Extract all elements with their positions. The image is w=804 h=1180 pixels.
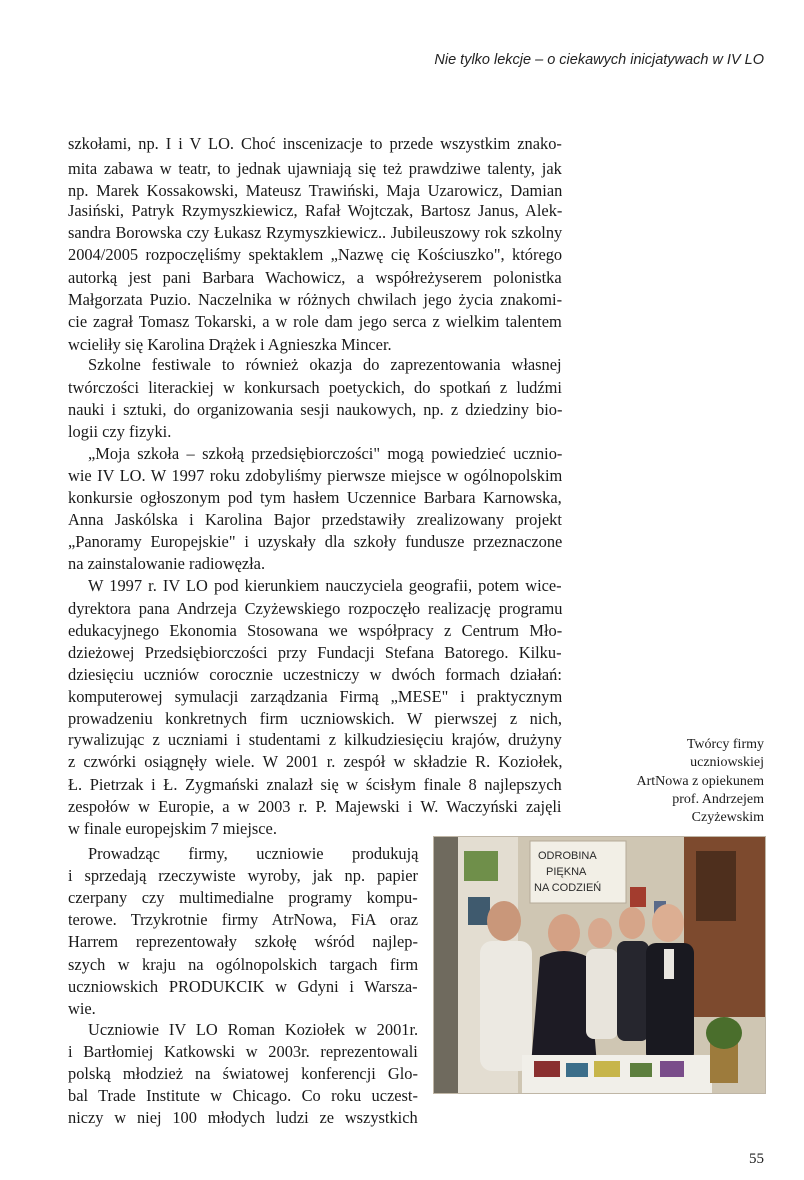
caption-line: Czyżewskim	[691, 810, 764, 826]
text-line: niczy w niej 100 młodych ludzi ze wszystkich	[68, 1108, 418, 1127]
text-line: konkursie ogłoszonym pod tym hasłem Uczennice Barbara Karnowska,	[68, 488, 562, 507]
page-number: 55	[749, 1151, 764, 1167]
text-line: bal Trade Institute w Chicago. Co roku uczest-	[68, 1086, 418, 1105]
text-line: dyrektora pana Andrzeja Czyżewskiego rozpoczęło realizację programu	[68, 599, 563, 618]
photo-sign-line: PIĘKNA	[546, 866, 587, 878]
text-line: wie IV LO. W 1997 roku zdobyliśmy pierwsze miejsce w ogólnopolskim	[68, 466, 563, 485]
text-line: „Moja szkoła – szkołą przedsiębiorczości" mogą powiedzieć ucznio-	[88, 444, 563, 463]
text-line: czerpany czy multimedialne programy kompu-	[68, 888, 418, 907]
text-line: Szkolne festiwale to również okazja do zaprezentowania własnej	[88, 355, 562, 374]
text-line: rywalizując z uczniami i studentami z kilkudziesięciu krajów, drużyny	[68, 730, 562, 749]
text-line: Małgorzata Puzio. Naczelnika w różnych chwilach jego życia znakomi-	[68, 290, 563, 309]
text-line: mita zabawa w teatr, to jednak ujawniają się też prawdziwe talenty, jak	[68, 159, 562, 178]
text-line: dzieżowej Przedsiębiorczości przy Fundacji Stefana Batorego. Kilku-	[68, 643, 562, 662]
text-line: i Bartłomiej Katkowski w 2003r. reprezentowali	[68, 1042, 418, 1061]
caption-line: ArtNowa z opiekunem	[636, 773, 764, 789]
text-line: twórczości literackiej w konkursach poetyckich, do spotkań z ludźmi	[68, 378, 562, 397]
photo-sign-line: NA CODZIEŃ	[534, 882, 602, 894]
group-photo	[433, 836, 766, 1094]
photo-sign-line: ODROBINA	[538, 850, 597, 862]
text-line: prowadzeniu konkretnych firm uczniowskich. W pierwszej z nich,	[68, 709, 562, 728]
text-line: uczniowskich PRODUKCIK w Gdyni i Warsza-	[68, 977, 418, 996]
text-line: na zainstalowanie radiowęzła.	[68, 554, 266, 573]
text-line: np. Marek Kossakowski, Mateusz Trawiński, Maja Uzarowicz, Damian	[68, 181, 563, 200]
text-line: nauki i sztuki, do organizowania sesji naukowych, np. z dziedziny bio-	[68, 400, 563, 419]
text-line: edukacyjnego Ekonomia Stosowana we współpracy z Centrum Mło-	[68, 621, 563, 640]
text-line: wie.	[68, 999, 96, 1018]
text-line: zespołów w Europie, a w 2003 r. P. Majewski i W. Waczyński zajęli	[68, 797, 562, 816]
text-line: „Panoramy Europejskie" i uzyskały dla szkoły fundusze przeznaczone	[68, 532, 563, 551]
text-line: W 1997 r. IV LO pod kierunkiem nauczyciela geografii, potem wice-	[88, 576, 562, 595]
caption-line: Twórcy firmy	[686, 737, 764, 752]
text-line: i sprzedają rzeczywiste wyroby, jak np. papier	[68, 866, 418, 885]
text-line: Ł. Pietrzak i Ł. Zygmański znalazł się w ścisłym finale 8 najlepszych	[68, 775, 562, 794]
caption-line: prof. Andrzejem	[672, 791, 764, 807]
text-line: z czwórki osiągnęły wiele. W 2001 r. zespół w składzie R. Koziołek,	[68, 752, 563, 771]
text-line: terowe. Trzykrotnie firmy AtrNowa, FiA oraz	[68, 910, 419, 929]
text-line: 2004/2005 rozpoczęliśmy spektaklem „Nazwę cię Kościuszko", którego	[68, 245, 563, 264]
text-line: Uczniowie IV LO Roman Koziołek w 2001r.	[88, 1020, 419, 1039]
running-header: Nie tylko lekcje – o ciekawych inicjatywach w IV LO	[434, 52, 764, 68]
text-line: autorką jest pani Barbara Wachowicz, a współreżyserem polonistka	[68, 268, 562, 287]
text-line: szych w kraju na ogólnopolskich targach firm	[68, 955, 419, 974]
text-line: sandra Borowska czy Łukasz Rzymyszkiewicz.. Jubileuszowy rok szkolny	[68, 223, 563, 242]
text-line: Jasiński, Patryk Rzymyszkiewicz, Rafał Wojtczak, Bartosz Janus, Alek-	[68, 201, 563, 220]
caption-line: uczniowskiej	[690, 755, 764, 771]
text-line: w finale europejskim 7 miejsce.	[68, 819, 277, 838]
text-line: cie zagrał Tomasz Tokarski, a w role dam jego serca z wielkim talentem	[68, 312, 562, 331]
photo-caption	[594, 736, 764, 827]
text-line: komputerowej symulacji zarządzania Firmą „MESE" i praktycznym	[68, 687, 563, 706]
text-line: wcieliły się Karolina Drążek i Agnieszka Mincer.	[68, 335, 392, 354]
text-line: szkołami, np. I i V LO. Choć inscenizacje to przede wszystkim znako-	[68, 134, 562, 153]
text-line: Prowadząc firmy, uczniowie produkują	[88, 844, 419, 863]
text-line: logii czy fizyki.	[68, 422, 172, 441]
text-line: polską młodzież na światowej konferencji Glo-	[68, 1064, 418, 1083]
text-line: Anna Jaskólska i Karolina Bajor przedstawiły zrealizowany projekt	[68, 510, 562, 529]
text-line: dziesięciu uczniów corocznie uczestniczy w dwóch formach działań:	[68, 665, 562, 684]
text-line: Harrem reprezentowały szkołę wśród najlep-	[68, 932, 418, 951]
